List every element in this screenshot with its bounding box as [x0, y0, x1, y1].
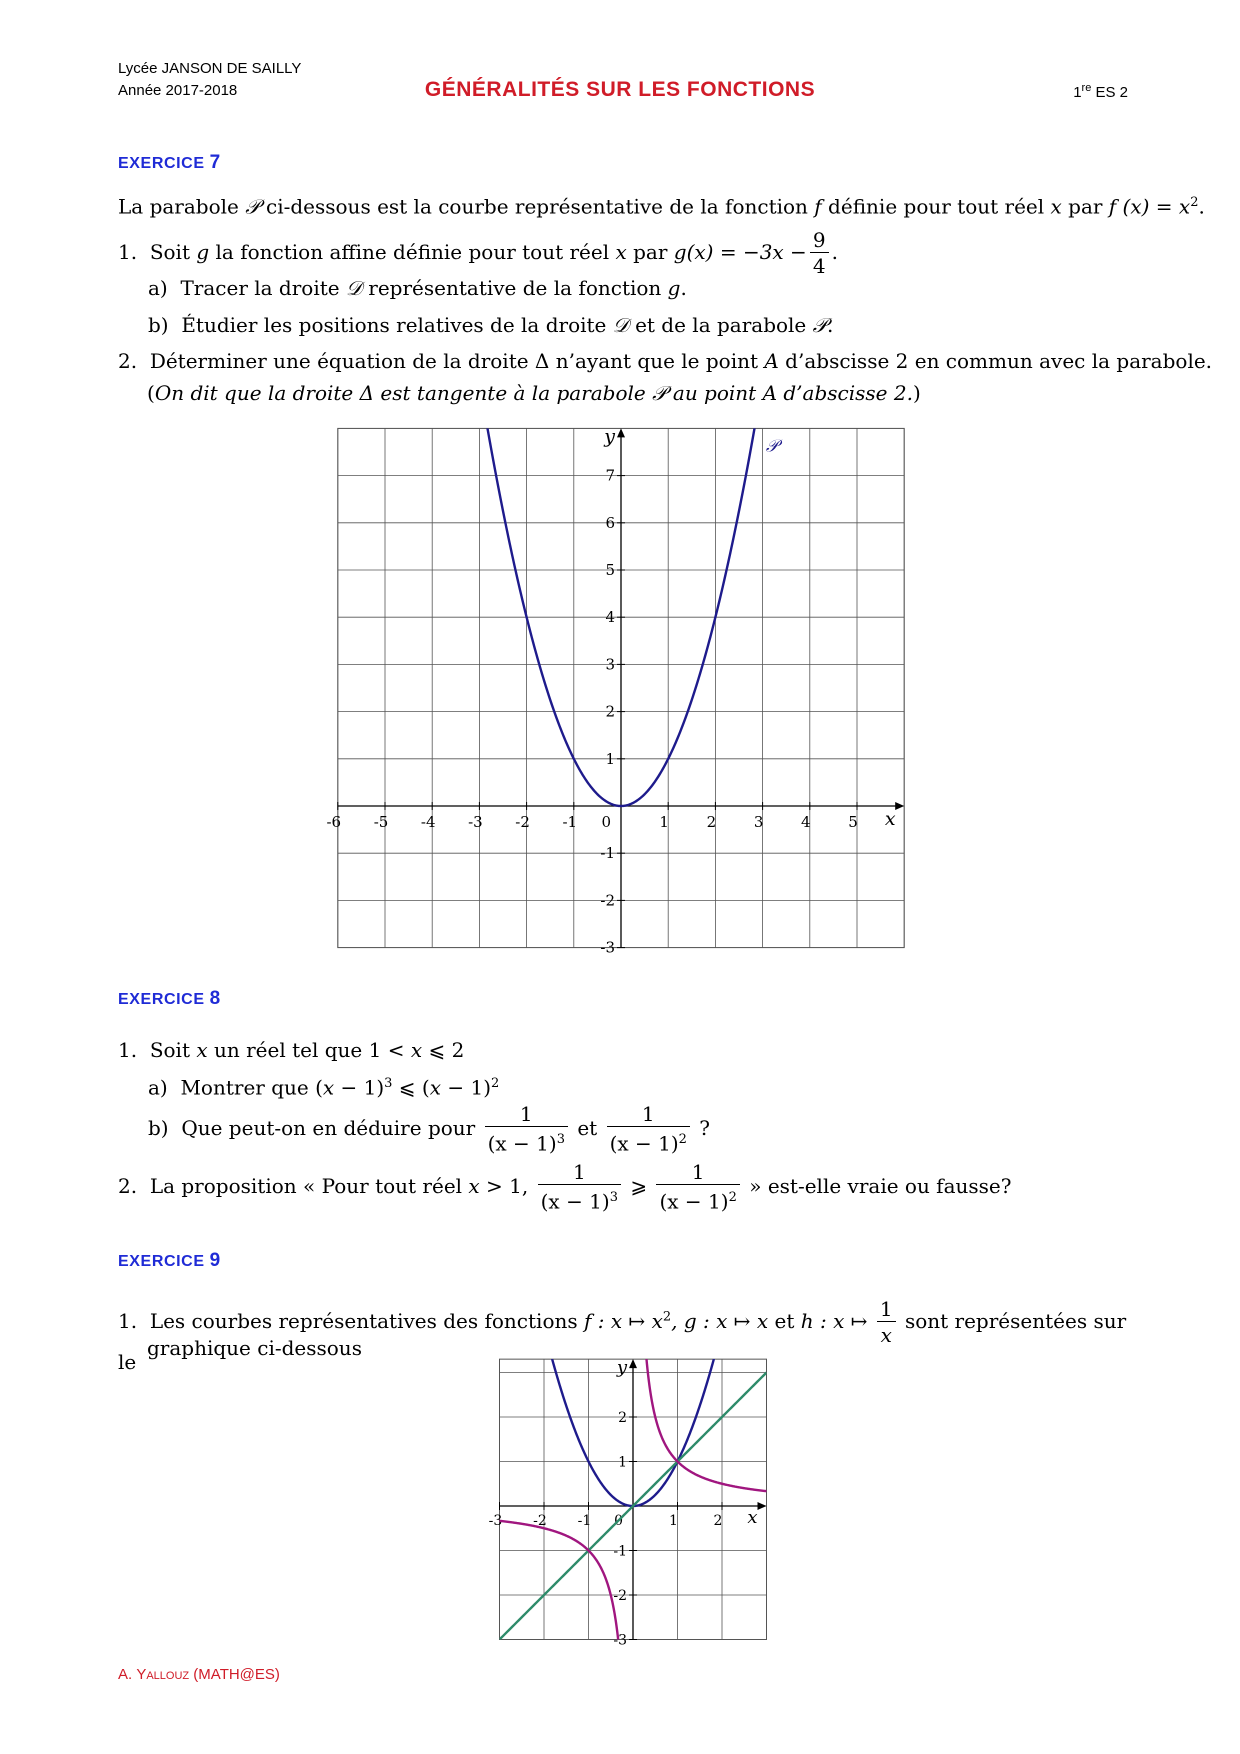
denominator-text: (x − 1)	[540, 1189, 610, 1214]
y-axis-arrow	[629, 1359, 637, 1368]
denominator-text: (x − 1)	[659, 1189, 729, 1214]
school-year: Année 2017-2018	[118, 82, 238, 99]
math-gx: g(x) = −3x −	[673, 240, 807, 264]
x-tick-label: -1	[577, 1513, 592, 1529]
exercise-number: 7	[209, 152, 221, 173]
x-tick-label: 2	[713, 1513, 723, 1529]
math-exp: 3	[384, 1076, 393, 1091]
text: ⩽ 2	[422, 1038, 465, 1062]
class-name: ES 2	[1091, 84, 1128, 101]
numerator: 1	[607, 1102, 690, 1127]
subquestion-label: a)	[148, 1075, 168, 1100]
text: ⩽ (	[392, 1075, 430, 1100]
school-name: Lycée JANSON DE SAILLY	[118, 60, 302, 77]
math-g: g	[196, 240, 210, 264]
math-A: A	[764, 349, 779, 373]
y-tick-label: -3	[600, 938, 615, 957]
question-number: 2.	[118, 1173, 138, 1198]
math-exp: 2	[678, 1132, 687, 1147]
math-x: x	[1050, 194, 1062, 219]
numerator: 9	[810, 228, 829, 253]
y-tick-label: 1	[618, 1454, 627, 1471]
y-tick-label: 6	[605, 513, 615, 532]
x-tick-label: -3	[488, 1513, 503, 1529]
math-P: 𝒫	[812, 313, 828, 337]
x-tick-label: 3	[753, 813, 764, 831]
curve-h-inverse	[646, 1353, 767, 1492]
math-x: x	[322, 1075, 335, 1100]
text: La parabole	[118, 194, 246, 219]
math-exp: 2	[491, 1076, 500, 1091]
y-tick-label: 2	[605, 702, 615, 721]
y-tick-label: -2	[600, 891, 615, 910]
subquestion-label: b)	[148, 313, 169, 337]
math-exp: 3	[609, 1190, 618, 1205]
text: − 1)	[441, 1075, 492, 1100]
denominator: 4	[812, 254, 826, 278]
math-x: x	[468, 1173, 480, 1198]
math-x: x	[429, 1075, 442, 1100]
text: (	[147, 381, 155, 405]
exercise-label: EXERCICE	[118, 155, 205, 172]
math-x: x	[615, 240, 627, 264]
numerator: 1	[656, 1160, 739, 1185]
note-text: On dit que la droite Δ est tangente à la parabole 𝒫 au point A d’abscisse 2.	[154, 381, 913, 405]
text: par	[626, 240, 674, 264]
text: Les courbes représentatives des fonctions	[149, 1309, 578, 1333]
text: Étudier les positions relatives de la droite	[181, 313, 613, 337]
x-tick-label: -2	[515, 813, 530, 831]
text: représentative de la fonction	[361, 276, 668, 300]
x-axis-arrow	[758, 1502, 767, 1510]
denominator-text: (x − 1)	[487, 1131, 557, 1156]
class-sup: re	[1081, 82, 1092, 94]
math-f: f	[814, 194, 822, 219]
text: .	[831, 240, 838, 264]
text: définie pour tout réel	[821, 194, 1051, 219]
exercise-number: 9	[209, 1250, 221, 1271]
math-exp: 2	[1190, 195, 1199, 210]
text: Montrer que (	[180, 1075, 323, 1100]
y-tick-label: -1	[600, 844, 615, 863]
question-number: 2.	[118, 349, 138, 373]
text: .	[827, 313, 834, 337]
y-tick-label: 4	[605, 608, 615, 627]
y-tick-label: -1	[613, 1543, 627, 1560]
text: Soit	[149, 240, 197, 264]
x-tick-label: 5	[848, 813, 858, 831]
exercise-label: EXERCICE	[118, 991, 205, 1008]
class-level: 1	[1073, 84, 1082, 101]
text: − 1)	[334, 1075, 385, 1100]
x-tick-label: 2	[706, 813, 717, 831]
math-D: 𝒟	[612, 313, 629, 337]
y-tick-label: 5	[605, 561, 615, 579]
text: .	[1198, 194, 1205, 219]
text: » est-elle vraie ou fausse?	[749, 1173, 1012, 1198]
numerator: 1	[485, 1102, 568, 1127]
math-h: h : x ↦	[800, 1309, 868, 1333]
origin-label: 0	[601, 813, 611, 831]
y-axis-label: y	[616, 1357, 627, 1379]
text: et	[577, 1115, 598, 1140]
author-name: Yallouz	[136, 1666, 190, 1683]
x-tick-label: -1	[562, 813, 578, 831]
math-x: x	[196, 1038, 208, 1062]
x-tick-label: -5	[373, 813, 389, 831]
x-axis-label: x	[884, 808, 896, 830]
text: et	[768, 1309, 801, 1333]
y-axis-label: y	[604, 425, 615, 448]
ex9-q1-cont: graphique ci-dessous	[147, 1336, 362, 1360]
math-g: g	[667, 276, 681, 300]
y-tick-label: 1	[605, 749, 615, 768]
numerator: 1	[877, 1297, 896, 1322]
author-org: (MATH@ES)	[189, 1666, 280, 1683]
curve-label-P: 𝒫	[765, 436, 779, 457]
subquestion-label: a)	[148, 276, 168, 300]
math-D: 𝒟	[345, 276, 362, 300]
text: Tracer la droite	[180, 276, 346, 300]
x-tick-label: -4	[420, 813, 436, 831]
text: d’abscisse 2 en commun avec la parabole.	[778, 349, 1213, 373]
question-number: 1.	[118, 240, 138, 264]
math-g: , g : x ↦ x	[671, 1309, 769, 1333]
text: Soit	[149, 1038, 197, 1062]
text: > 1,	[479, 1173, 529, 1198]
footer-author	[118, 1666, 280, 1683]
exercise-label: EXERCICE	[118, 1253, 205, 1270]
text: et de la parabole	[628, 313, 813, 337]
math-exp: 3	[556, 1132, 565, 1147]
text: ?	[699, 1115, 711, 1140]
x-tick-label: -2	[533, 1513, 547, 1529]
text: un réel tel que 1 <	[207, 1038, 411, 1062]
math-x: x	[410, 1038, 423, 1062]
x-tick-label: -3	[468, 813, 483, 831]
text: Déterminer une équation de la droite Δ n’ayant que le point	[149, 349, 765, 373]
y-tick-label: 2	[618, 1410, 627, 1426]
math-P: 𝒫	[245, 194, 260, 219]
y-tick-label: -2	[613, 1588, 627, 1604]
text: )	[912, 381, 921, 405]
question-number: 1.	[118, 1038, 138, 1062]
denominator-text: (x − 1)	[609, 1131, 679, 1156]
question-number: 1.	[118, 1309, 138, 1333]
y-tick-label: -3	[613, 1632, 627, 1649]
math-f: f : x ↦ x	[583, 1309, 663, 1333]
x-tick-label: -6	[326, 813, 342, 831]
text: Que peut-on en déduire pour	[181, 1115, 476, 1140]
text: ci-dessous est la courbe représentative de la fonction	[259, 194, 815, 219]
text: La proposition « Pour tout réel	[149, 1173, 469, 1198]
text: ⩾	[630, 1173, 648, 1198]
text: la fonction affine définie pour tout réel	[209, 240, 616, 264]
math-fx: f (x) = x	[1108, 194, 1191, 219]
math-exp: 2	[662, 1309, 672, 1325]
x-axis-label: x	[747, 1507, 758, 1528]
x-tick-label: 1	[659, 813, 669, 831]
page-title: GÉNÉRALITÉS SUR LES FONCTIONS	[424, 78, 816, 101]
math-exp: 2	[728, 1190, 737, 1205]
denominator: x	[880, 1323, 892, 1347]
text: par	[1061, 194, 1109, 219]
text: sont représentées sur le	[118, 1309, 1127, 1374]
author-initial: A.	[118, 1666, 137, 1683]
exercise-number: 8	[209, 988, 221, 1009]
subquestion-label: b)	[148, 1115, 169, 1140]
numerator: 1	[538, 1160, 621, 1185]
x-tick-label: 1	[669, 1513, 678, 1529]
origin-label: 0	[614, 1513, 623, 1529]
y-tick-label: 3	[605, 655, 615, 674]
x-tick-label: 4	[801, 813, 811, 831]
y-tick-label: 7	[605, 466, 615, 485]
text: .	[680, 276, 687, 300]
